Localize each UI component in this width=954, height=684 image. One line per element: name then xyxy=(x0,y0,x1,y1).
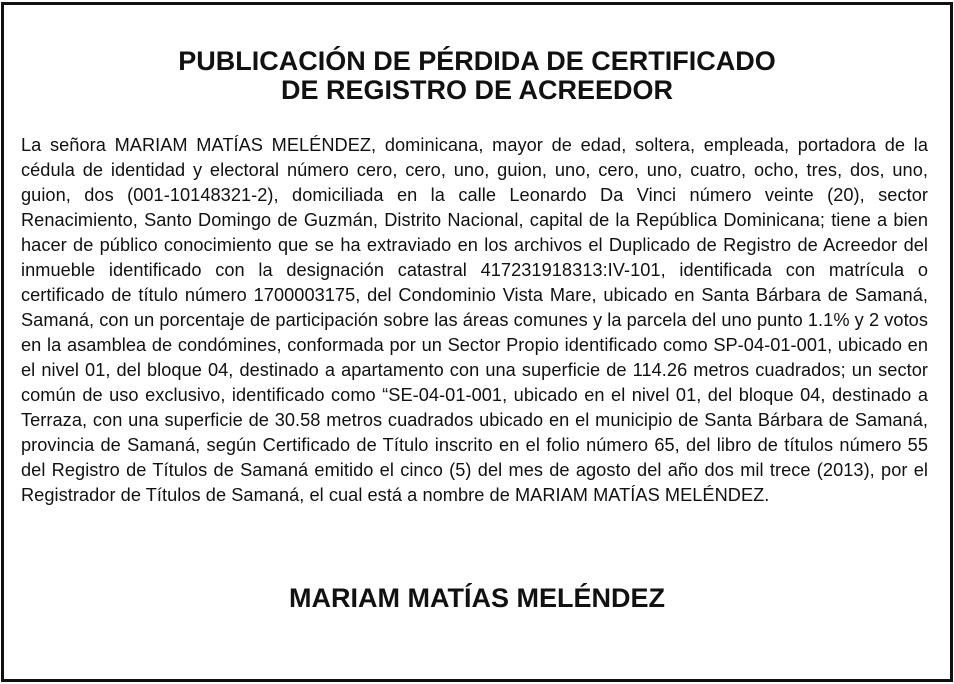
notice-title-line-1: PUBLICACIÓN DE PÉRDIDA DE CERTIFICADO xyxy=(178,46,776,76)
notice-box xyxy=(1,2,953,682)
notice-title-line-2: DE REGISTRO DE ACREEDOR xyxy=(280,75,674,105)
notice-title xyxy=(4,47,950,105)
signature-name: MARIAM MATÍAS MELÉNDEZ xyxy=(289,583,665,613)
notice-body: La señora MARIAM MATÍAS MELÉNDEZ, dominicana, mayor de edad, soltera, empleada, portadora de la cédula de identidad y electoral número cero, cero, uno, guion, uno, cero, uno, cuatro, ocho, tres, dos, uno, guion, dos (001-10148321-2), domiciliada en la calle Leonardo Da Vinci número veinte (20), sector Renacimiento, Santo Domingo de Guzmán, Distrito Nacional, capital de la República Dominicana; tiene a bien hacer de público conocimiento que se ha extraviado en los archivos el Duplicado de Registro de Acreedor del inmueble identificado con la designación catastral 417231918313:IV-101, identificada con matrícula o certificado de título número 1700003175, del Condominio Vista Mare, ubicado en Santa Bárbara de Samaná, Samaná, con un porcentaje de participación sobre las áreas comunes y la parcela del uno punto 1.1% y 2 votos en la asamblea de condómines, conformada por un Sector Propio identificado como SP-04-01-001, ubicado en el nivel 01, del bloque 04, destinado a apartamento con una superficie de 114.26 metros cuadrados; un sector común de uso exclusivo, identificado como “SE-04-01-001, ubicado en el nivel 01, del bloque 04, destinado a Terraza, con una superficie de 30.58 metros cuadrados ubicado en el municipio de Santa Bárbara de Samaná, provincia de Samaná, según Certificado de Título inscrito en el folio número 65, del libro de títulos número 55 del Registro de Títulos de Samaná emitido el cinco (5) del mes de agosto del año dos mil trece (2013), por el Registrador de Títulos de Samaná, el cual está a nombre de MARIAM MATÍAS MELÉNDEZ. xyxy=(21,135,928,505)
